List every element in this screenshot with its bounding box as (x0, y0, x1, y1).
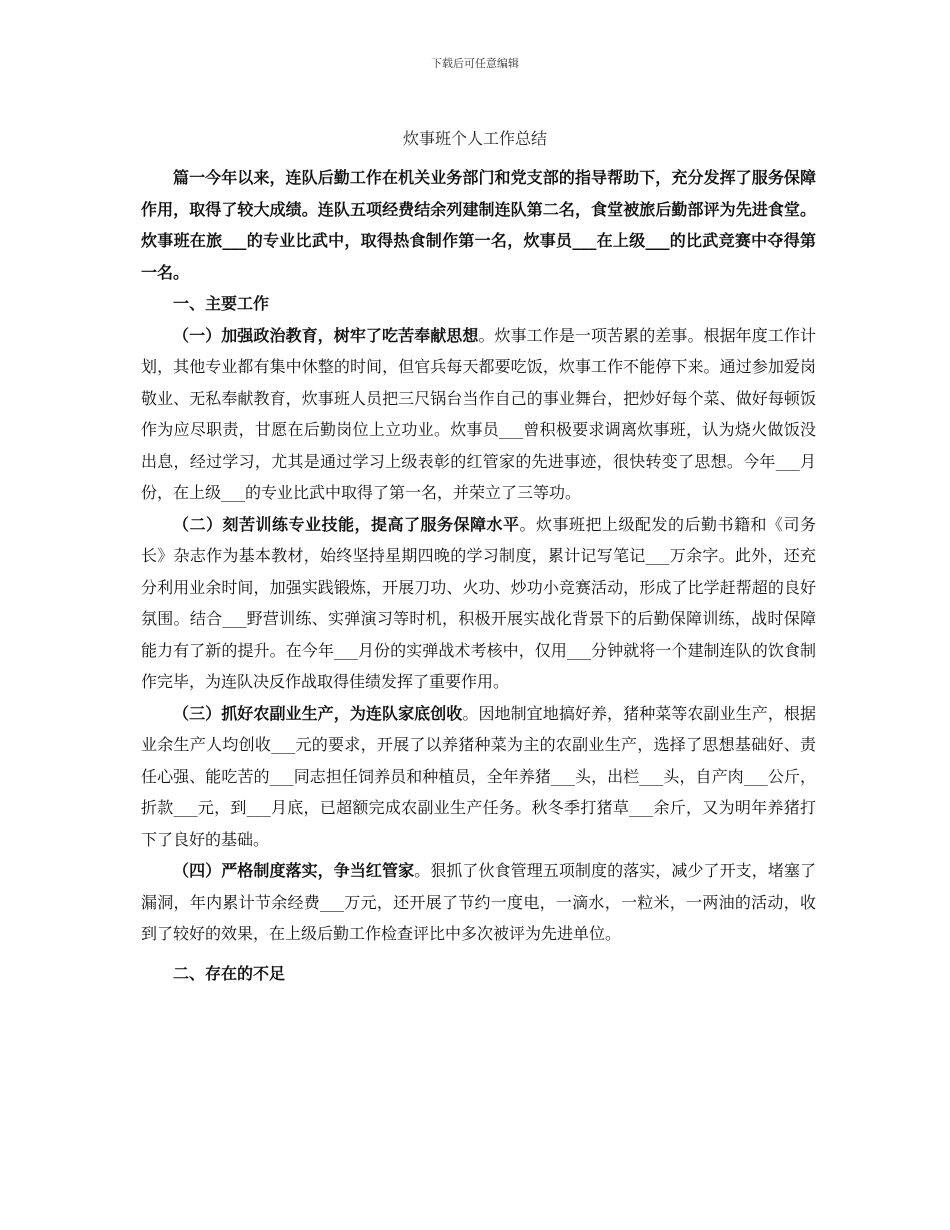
work-item-text: 。狠抓了伙食管理五项制度的落实，减少了开支，堵塞了漏洞，年内累计节余经费___万元，还开展了节约一度电，一滴水，一粒米，一两油的活动，收到了较好的效果，在上级后勤工作检查评比中多次被评为先进单位。 (141, 861, 816, 943)
document-title: 炊事班个人工作总结 (402, 129, 547, 148)
work-item-lead: （四）严格制度落实，争当红管家 (173, 861, 415, 880)
intro-paragraph: 篇一今年以来，连队后勤工作在机关业务部门和党支部的指导帮助下，充分发挥了服务保障作用，取得了较大成绩。连队五项经费结余列建制连队第二名，食堂被旅后勤部评为先进食堂。炊事班在旅___的专业比武中，取得热食制作第一名，炊事员___在上级___的比武竞赛中夺得第一名。 (141, 168, 816, 282)
work-item-lead: （二）刻苦训练专业技能，提高了服务保障水平 (173, 514, 520, 534)
work-item-lead: （三）抓好农副业生产，为连队家底创收 (173, 703, 463, 723)
section-heading-main-work: 一、主要工作 (173, 294, 270, 313)
work-item-text: 。因地制宜地搞好养，猪种菜等农副业生产，根据业余生产人均创收___元的要求，开展了以养猪种菜为主的农副业生产，选择了思想基础好、责任心强、能吃苦的___同志担任饲养员和种植员，全年养猪___头，出栏___头，自产肉___公斤，折款___元，到___月底，已超额完成农副业生产任务。秋冬季打猪草___余斤，又为明年养猪打下了良好的基础。 (141, 703, 816, 849)
work-item-text: 。炊事班把上级配发的后勤书籍和《司务长》杂志作为基本教材，始终坚持星期四晚的学习制度，累计记写笔记___万余字。此外，还充分利用业余时间，加强实践锻炼，开展刀功、火功、炒功小竞赛活动，形成了比学赶帮超的良好氛围。结合___野营训练、实弹演习等时机，积极开展实战化背景下的后勤保障训练，战时保障能力有了新的提升。在今年___月份的实弹战术考核中，仅用___分钟就将一个建制连队的饮食制作完毕，为连队决反作战取得佳绩发挥了重要作用。 (141, 514, 816, 691)
header-note: 下载后可任意编辑 (431, 57, 519, 70)
work-item-lead: （一）加强政治教育，树牢了吃苦奉献思想 (173, 325, 479, 345)
section-heading-shortcomings: 二、存在的不足 (173, 963, 286, 983)
work-item-paragraph (141, 509, 816, 698)
work-item-text: 。炊事工作是一项苦累的差事。根据年度工作计划，其他专业都有集中休整的时间，但官兵每天都要吃饭，炊事工作不能停下来。通过参加爱岗敬业、无私奉献教育，炊事班人员把三尺锅台当作自己的事业舞台，把炒好每个菜、做好每顿饭作为应尽职责，甘愿在后勤岗位上立功业。炊事员___曾积极要求调离炊事班，认为烧火做饭没出息，经过学习，尤其是通过学习上级表彰的红管家的先进事迹，很快转变了思想。今年___月份，在上级___的专业比武中取得了第一名，并荣立了三等功。 (141, 325, 816, 502)
work-item-paragraph (141, 320, 816, 509)
work-item-paragraph (141, 855, 816, 950)
work-item-paragraph (141, 698, 816, 856)
document-body (141, 162, 816, 989)
